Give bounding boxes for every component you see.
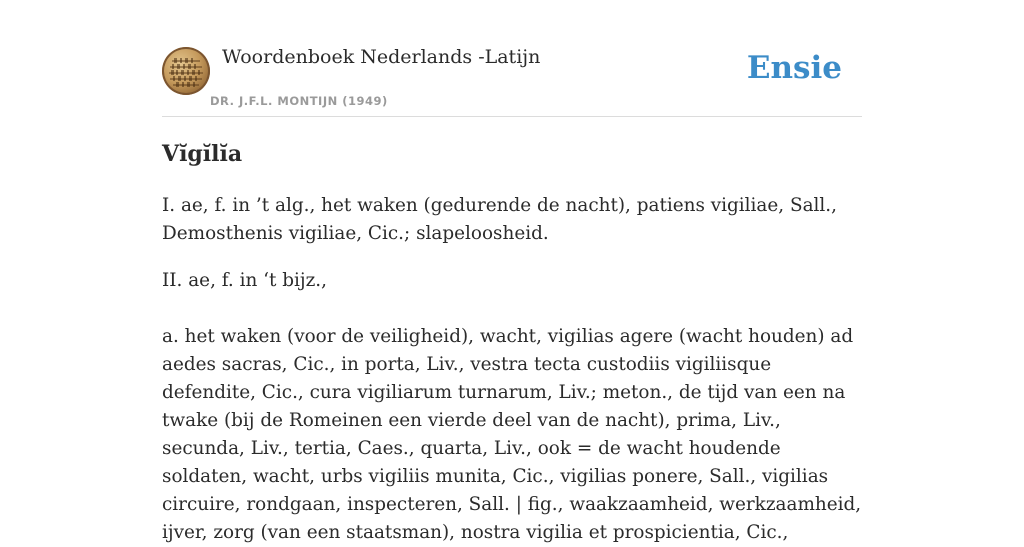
entry-sense-2a: a. het waken (voor de veiligheid), wacht, vigilias agere (wacht houden) ad aedes sacras, Cic., in porta, Liv., vestra tecta custodiis vigiliisque defendite, Cic., cura vigiliarum turnarum, Liv.; meton., de tijd van een na twake (bij de Romeinen een vierde deel van de nacht), prima, Liv., secunda, Liv., tertia, Caes., quarta, Liv., ook = de wacht houdende soldaten, wacht, urbs vigiliis munita, Cic., vigilias ponere, Sall., vigilias circuire, rondgaan, inspecteren, Sall. | fig., waakzaamheid, werkzaamheid, ijver, zorg (van een staatsman), nostra vigilia et prospicientia, Cic.,: [162, 326, 862, 543]
brand-logo-link[interactable]: Ensie: [746, 50, 842, 86]
latin-inscription-coin-icon[interactable]: [162, 47, 210, 95]
entry-page: [162, 0, 862, 543]
dictionary-header: [162, 0, 862, 117]
entry-sense-2-heading: II. ae, f. in ‘t bijz.,: [162, 270, 327, 291]
entry-sense-1: I. ae, f. in ’t alg., het waken (gedurende de nacht), patiens vigiliae, Sall., Demosthenis vigiliae, Cic.; slapeloosheid.: [162, 195, 837, 244]
dictionary-author: DR. J.F.L. MONTIJN (1949): [210, 94, 388, 108]
dictionary-title[interactable]: Woordenboek Nederlands -Latijn: [222, 46, 541, 68]
entry-headword: Vĭgĭlĭa: [162, 141, 243, 167]
